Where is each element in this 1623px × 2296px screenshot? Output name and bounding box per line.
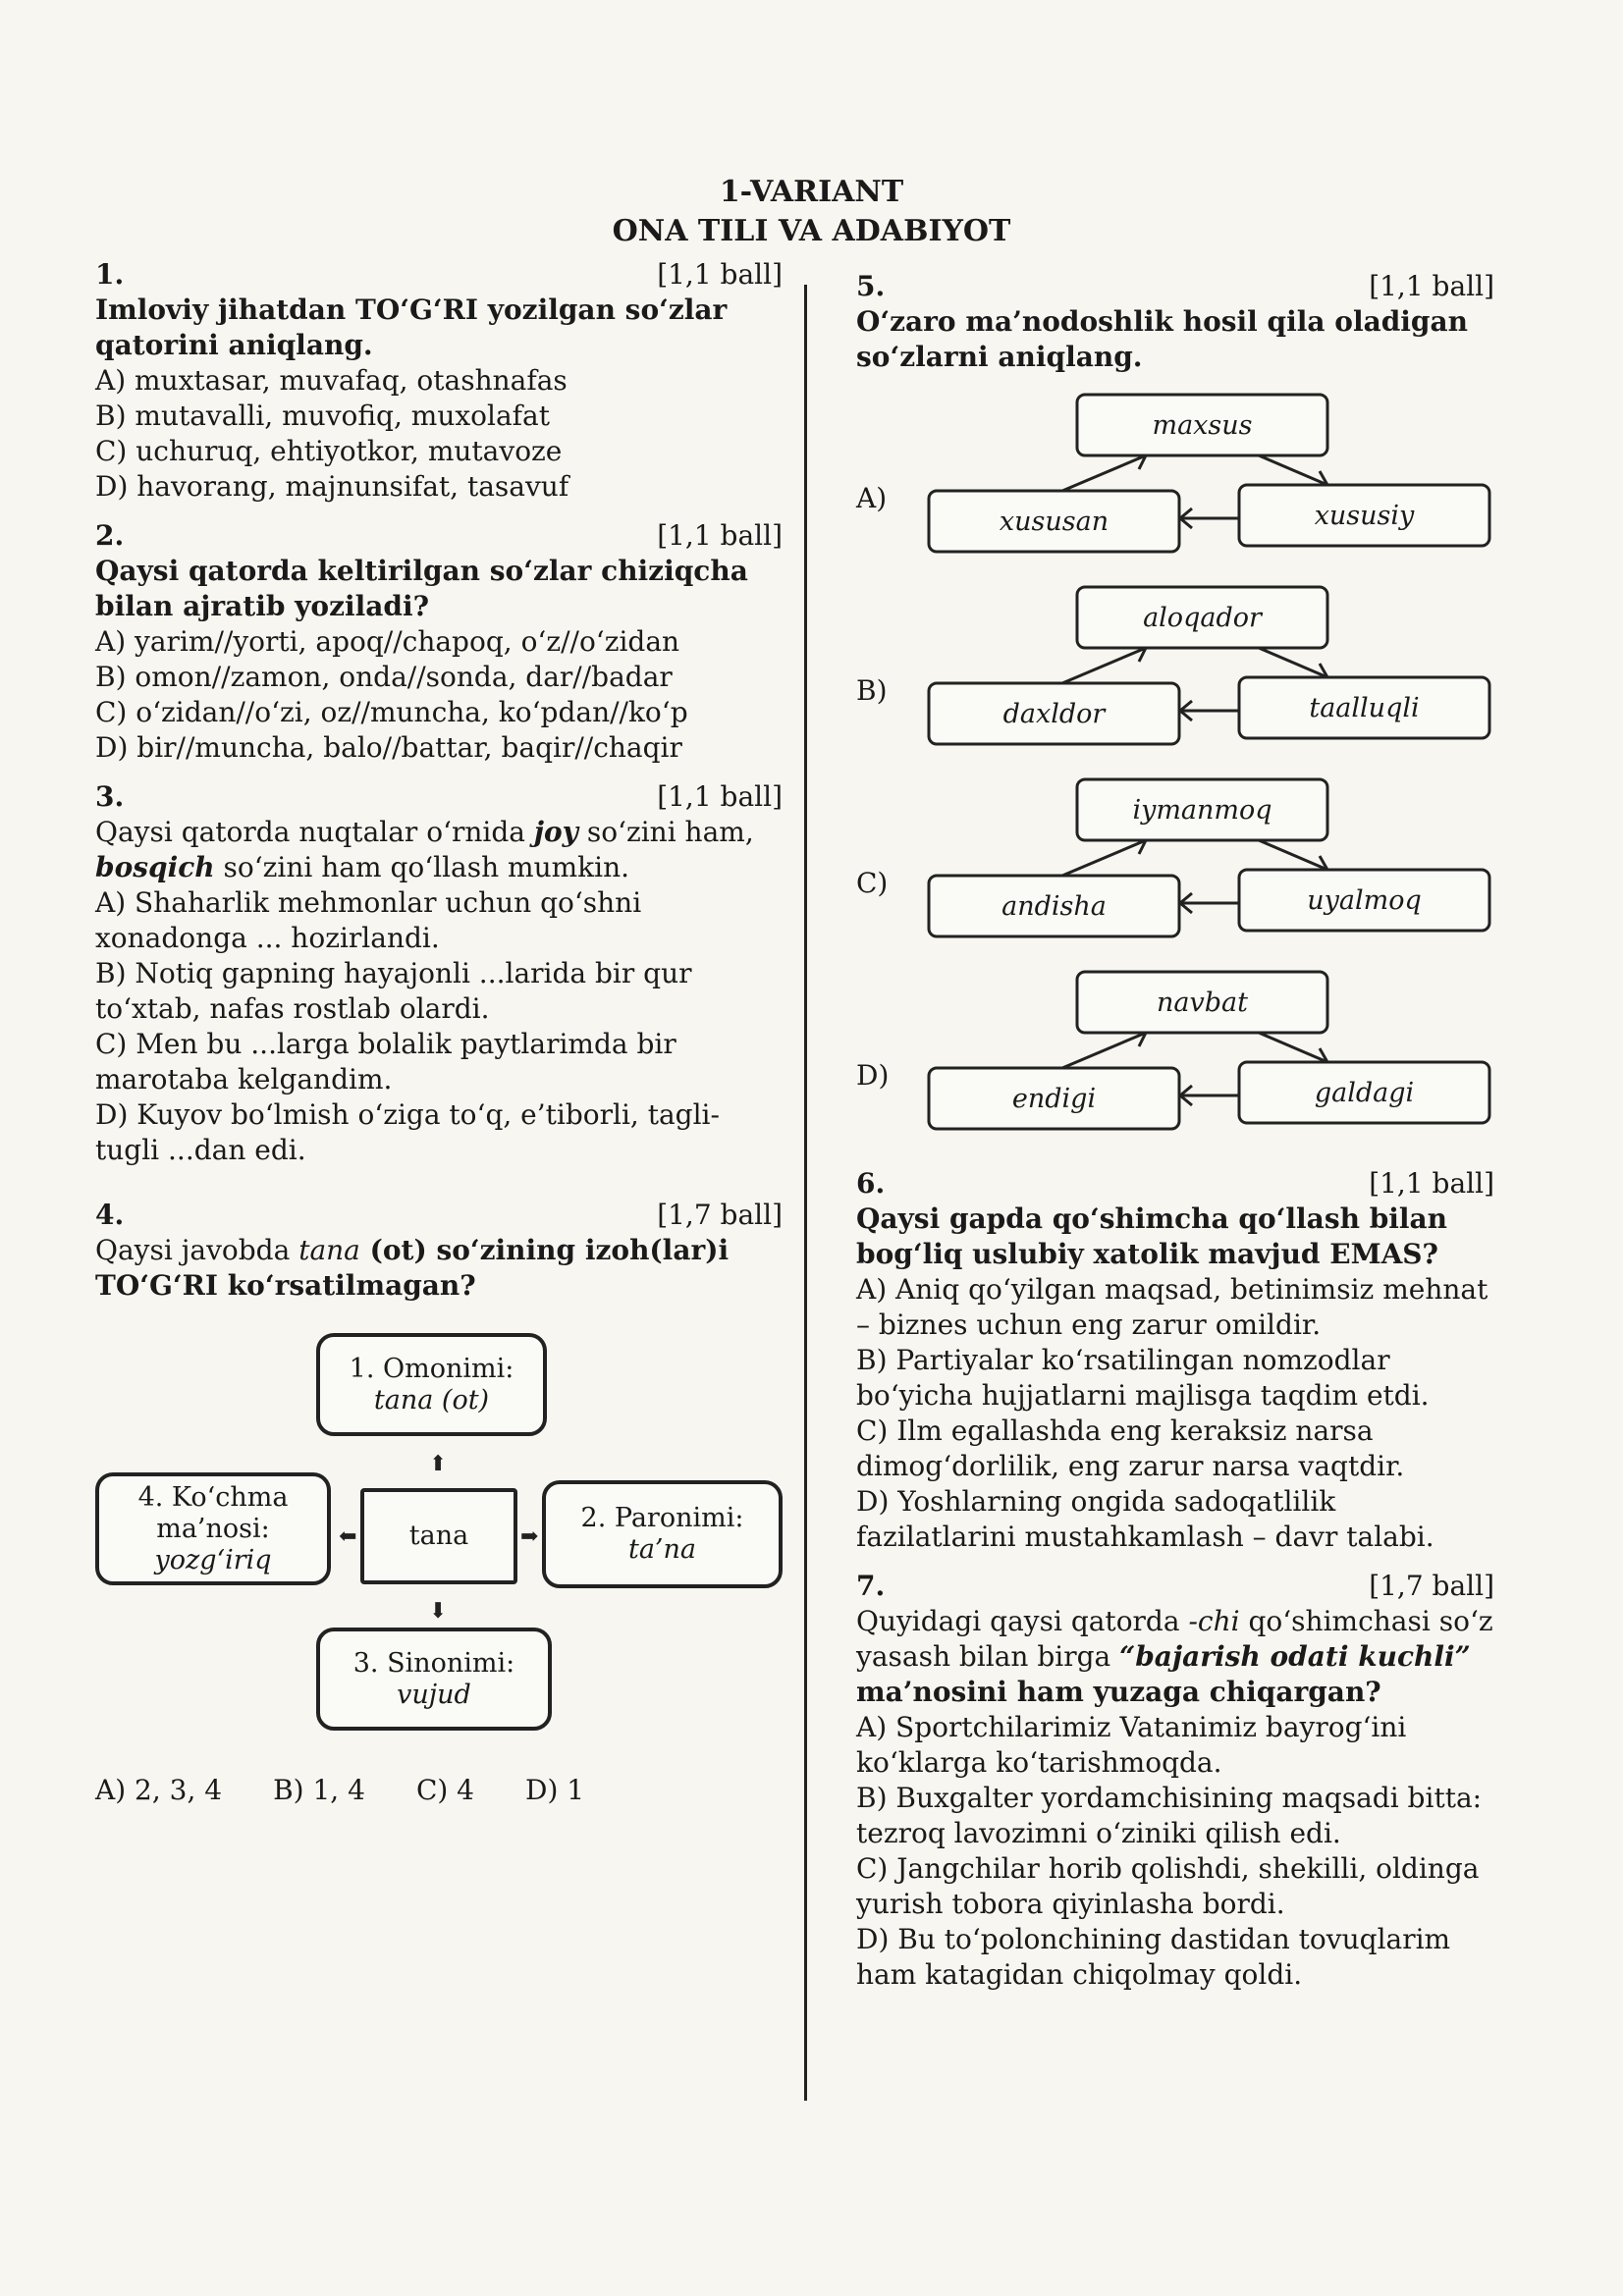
q5-top-word: navbat (1157, 988, 1248, 1018)
q3-ball: [1,1 ball] (657, 780, 783, 813)
q5-arrow-left-top (1062, 648, 1146, 683)
q3-text-a: Qaysi qatorda nuqtalar o‘rnida (95, 816, 534, 848)
q4-text (95, 1233, 783, 1304)
right-column (856, 257, 1494, 1993)
q5-top-word: iymanmoq (1132, 795, 1272, 826)
q5-top-word: maxsus (1152, 410, 1253, 441)
q5-right-word: uyalmoq (1307, 885, 1422, 916)
q7-text-a: Quyidagi qaysi qatorda (856, 1605, 1189, 1637)
q7-ball: [1,7 ball] (1369, 1570, 1494, 1602)
q3-option-d[interactable]: D) Kuyov bo‘lmish o‘ziga to‘q, e’tiborli, tagli-tugli ...dan edi. (95, 1098, 720, 1166)
question-2 (95, 518, 783, 766)
q4-box2-sub: ta’na (627, 1534, 697, 1565)
q5-right-word: taalluqli (1309, 693, 1420, 723)
q7-meaning: “bajarish odati kuchli” (1119, 1640, 1471, 1673)
q1-number: 1. (95, 258, 125, 291)
q4-answer-a[interactable]: A) 2, 3, 4 (95, 1774, 223, 1806)
q5-left-word: endigi (1011, 1084, 1097, 1114)
q3-text-b: so‘zini ham, (577, 816, 754, 848)
q3-word-2: bosqich (95, 851, 215, 883)
q3-word-1: joy (533, 816, 578, 848)
q7-option-c[interactable]: C) Jangchilar horib qolishdi, shekilli, oldinga yurish tobora qiyinlasha bordi. (856, 1852, 1480, 1920)
question-5 (856, 269, 1494, 1152)
q4-text-b: (ot) so‘zining izoh(lar)i TO‘G‘RI ko‘rsatilmagan? (95, 1234, 730, 1302)
q3-option-a[interactable]: A) Shaharlik mehmonlar uchun qo‘shni xonadonga ... hozirlandi. (95, 886, 642, 954)
q5-option-label: C) (856, 867, 889, 899)
q4-box4-sub: yozg‘iriq (154, 1544, 272, 1575)
q4-diagram (95, 1323, 783, 1755)
q3-text (95, 815, 783, 885)
q4-box-omonimi (316, 1333, 547, 1436)
q5-arrow-left-top (1062, 1033, 1146, 1068)
q5-top-word: aloqador (1143, 603, 1262, 633)
subject-title: ONA TILI VA ADABIYOT (612, 214, 1011, 248)
q2-option-d[interactable]: D) bir//muncha, balo//battar, baqir//chaqir (95, 731, 682, 764)
q6-option-d[interactable]: D) Yoshlarning ongida sadoqatlilik fazilatlarini mustahkamlash – davr talabi. (856, 1485, 1434, 1553)
q6-option-c[interactable]: C) Ilm egallashda eng keraksiz narsa dimog‘dorlilik, eng zarur narsa vaqtdir. (856, 1415, 1405, 1482)
q7-number: 7. (856, 1570, 886, 1602)
q4-box-sinonimi (316, 1628, 552, 1731)
q4-answer-c[interactable]: C) 4 (415, 1774, 474, 1806)
q1-text: Imloviy jihatdan TO‘G‘RI yozilgan so‘zlar qatorini aniqlang. (95, 294, 728, 361)
q5-option-c[interactable] (856, 768, 1494, 960)
q5-arrow-top-right (1259, 648, 1327, 677)
left-column (95, 257, 783, 1808)
q5-right-word: galdagi (1314, 1078, 1415, 1108)
q5-option-b[interactable] (856, 575, 1494, 768)
question-6 (856, 1166, 1494, 1555)
q7-suffix: -chi (1188, 1605, 1240, 1637)
q6-option-b[interactable]: B) Partiyalar ko‘rsatilingan nomzodlar bo‘yicha hujjatlarni majlisga taqdim etdi. (856, 1344, 1430, 1412)
q5-arrow-left-top (1062, 455, 1146, 491)
q4-answers (95, 1773, 783, 1808)
q4-center-word: tana (408, 1521, 469, 1551)
q5-right-word: xususiy (1314, 501, 1415, 531)
column-divider (804, 285, 807, 2101)
q5-arrow-top-right (1259, 455, 1327, 485)
q4-word: tana (298, 1234, 360, 1266)
question-4 (95, 1198, 783, 1808)
q2-ball: [1,1 ball] (657, 519, 783, 552)
question-3 (95, 779, 783, 1168)
q1-option-b[interactable]: B) mutavalli, muvofiq, muxolafat (95, 400, 550, 432)
q2-option-c[interactable]: C) o‘zidan//o‘zi, oz//muncha, ko‘pdan//ko‘p (95, 696, 688, 728)
q6-option-a[interactable]: A) Aniq qo‘yilgan maqsad, betinimsiz mehnat – biznes uchun eng zarur omildir. (856, 1273, 1488, 1341)
q5-option-d[interactable] (856, 960, 1494, 1152)
q5-diagrams (856, 383, 1494, 1152)
q5-text: O‘zaro ma’nodoshlik hosil qila oladigan so‘zlarni aniqlang. (856, 305, 1469, 373)
q7-text-c: ma’nosini ham yuzaga chiqargan? (856, 1676, 1381, 1708)
q7-option-a[interactable]: A) Sportchilarimiz Vatanimiz bayrog‘ini ko‘klarga ko‘tarishmoqda. (856, 1711, 1407, 1779)
q1-ball: [1,1 ball] (657, 258, 783, 291)
q1-option-c[interactable]: C) uchuruq, ehtiyotkor, mutavoze (95, 435, 563, 467)
arrow-up-icon: ⬆ (429, 1452, 448, 1476)
q4-box1-title: 1. Omonimi: (349, 1353, 514, 1384)
arrow-left-icon: ⬅ (339, 1524, 357, 1549)
q4-ball: [1,7 ball] (657, 1199, 783, 1231)
q3-text-c: so‘zini ham qo‘llash mumkin. (214, 851, 630, 883)
arrow-right-icon: ➡ (520, 1524, 539, 1549)
q5-ball: [1,1 ball] (1369, 270, 1494, 302)
q5-number: 5. (856, 270, 886, 302)
q7-option-d[interactable]: D) Bu to‘polonchining dastidan tovuqlarim ham katagidan chiqolmay qoldi. (856, 1923, 1451, 1991)
variant-title: 1-VARIANT (719, 175, 904, 209)
q7-text (856, 1604, 1494, 1710)
q4-box-center (360, 1488, 517, 1584)
q2-number: 2. (95, 519, 125, 552)
q4-box2-title: 2. Paronimi: (580, 1503, 744, 1533)
q5-left-word: daxldor (1002, 699, 1106, 729)
q4-box1-sub: tana (ot) (373, 1384, 490, 1415)
q4-number: 4. (95, 1199, 125, 1231)
q4-answer-b[interactable]: B) 1, 4 (273, 1774, 365, 1806)
q2-option-a[interactable]: A) yarim//yorti, apoq//chapoq, o‘z//o‘zidan (95, 625, 680, 658)
q5-option-label: A) (856, 482, 888, 514)
q1-option-a[interactable]: A) muxtasar, muvafaq, otashnafas (95, 364, 568, 397)
q3-number: 3. (95, 780, 125, 813)
q6-text: Qaysi gapda qo‘shimcha qo‘llash bilan bog‘liq uslubiy xatolik mavjud EMAS? (856, 1202, 1448, 1270)
q2-text: Qaysi qatorda keltirilgan so‘zlar chiziqcha bilan ajratib yoziladi? (95, 555, 748, 622)
q3-option-c[interactable]: C) Men bu ...larga bolalik paytlarimda bir marotaba kelgandim. (95, 1028, 676, 1095)
q5-left-word: andisha (1001, 891, 1107, 922)
q7-text-b: qo‘shimchasi so‘z yasash bilan birga (856, 1605, 1493, 1673)
q5-option-label: B) (856, 674, 888, 707)
q4-box-paronimi (542, 1480, 783, 1588)
question-7 (856, 1569, 1494, 1993)
q5-left-word: xususan (999, 507, 1109, 537)
q6-number: 6. (856, 1167, 886, 1200)
q5-option-label: D) (856, 1059, 890, 1092)
q1-option-d[interactable]: D) havorang, majnunsifat, tasavuf (95, 470, 569, 503)
q4-box4-title: 4. Ko‘chma ma’nosi: (137, 1481, 289, 1544)
arrow-down-icon: ⬇ (429, 1599, 448, 1624)
q6-ball: [1,1 ball] (1369, 1167, 1494, 1200)
q4-text-a: Qaysi javobda (95, 1234, 299, 1266)
q5-option-a[interactable] (856, 383, 1494, 575)
q7-option-b[interactable]: B) Buxgalter yordamchisining maqsadi bitta: tezroq lavozimni o‘ziniki qilish edi. (856, 1782, 1483, 1849)
question-1 (95, 257, 783, 505)
q4-box-kochma (95, 1472, 331, 1585)
q4-box3-sub: vujud (397, 1679, 471, 1710)
q5-arrow-left-top (1062, 840, 1146, 876)
q4-box3-title: 3. Sinonimi: (352, 1647, 515, 1679)
q5-arrow-top-right (1259, 840, 1327, 870)
q5-arrow-top-right (1259, 1033, 1327, 1062)
q2-option-b[interactable]: B) omon//zamon, onda//sonda, dar//badar (95, 661, 673, 693)
q4-answer-d[interactable]: D) 1 (525, 1774, 585, 1806)
q3-option-b[interactable]: B) Notiq gapning hayajonli ...larida bir qur to‘xtab, nafas rostlab olardi. (95, 957, 692, 1025)
